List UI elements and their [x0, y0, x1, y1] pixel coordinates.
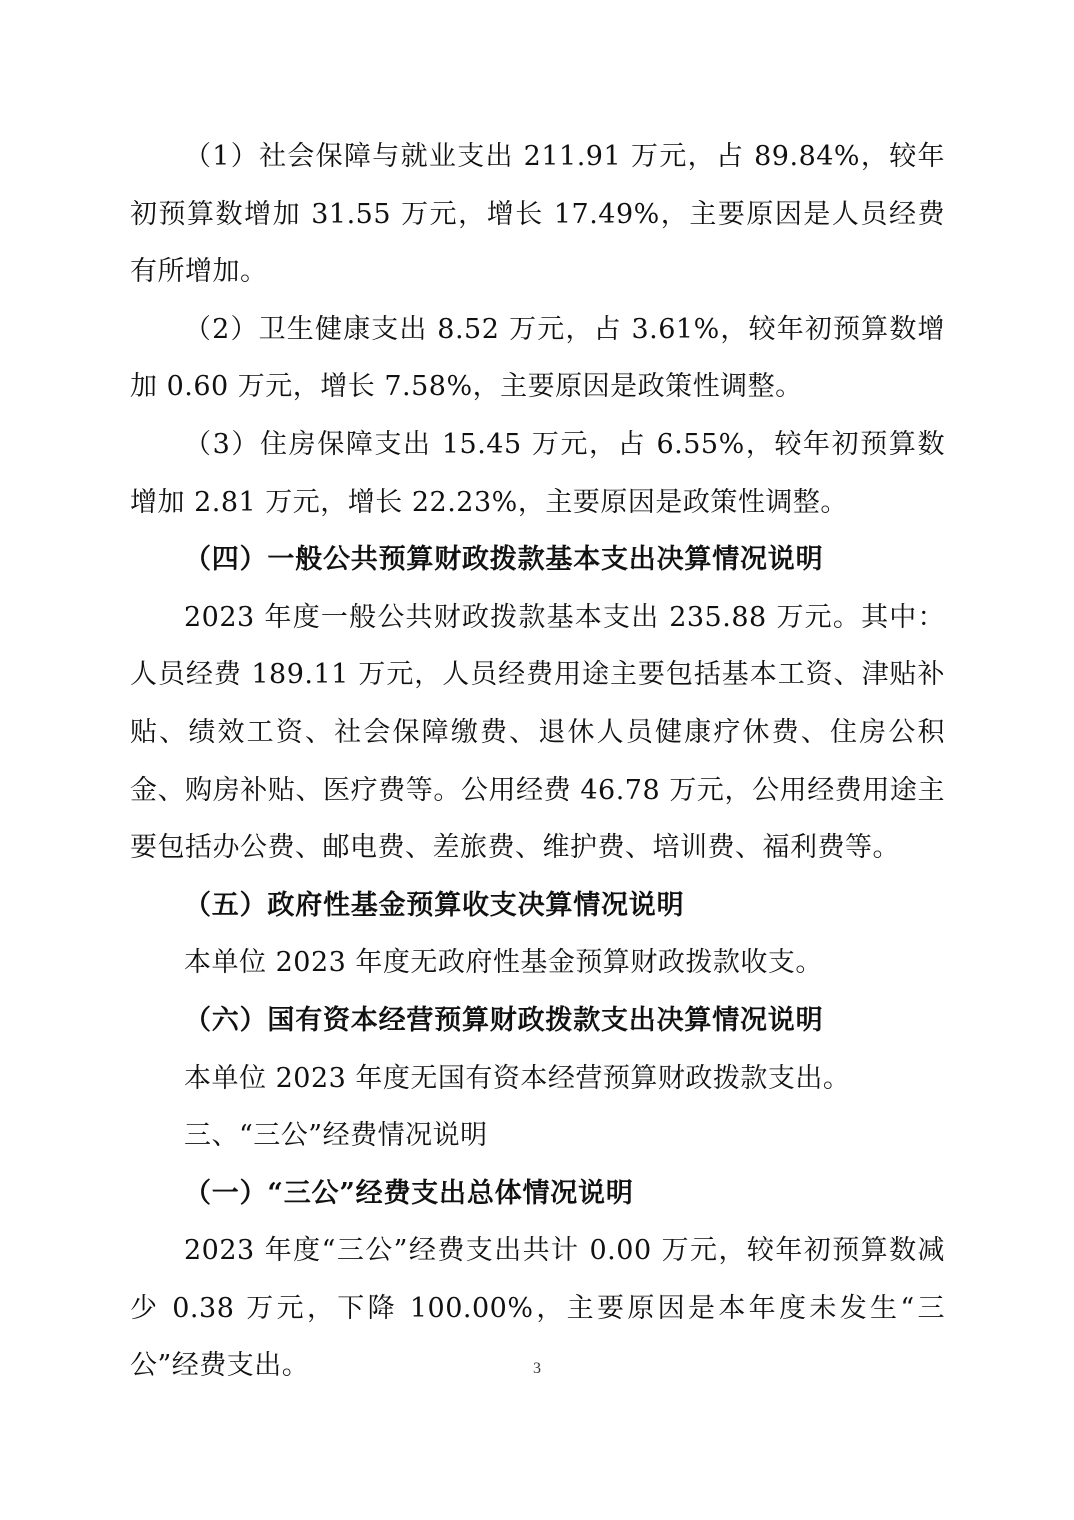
heading-three-public-overview: （一）“三公”经费支出总体情况说明: [184, 1177, 634, 1209]
paragraph-three-public-overview: 2023 年度“三公”经费支出共计 0.00 万元，较年初预算数减少 0.38 万元，下降 100.00%，主要原因是本年度未发生“三公”经费支出。: [130, 1235, 945, 1382]
heading-section-4: （四）一般公共预算财政拨款基本支出决算情况说明: [184, 544, 824, 576]
paragraph-section-5: 本单位 2023 年度无政府性基金预算财政拨款收支。: [184, 947, 823, 979]
page-number: 3: [533, 1360, 541, 1377]
paragraph-social-security: （1）社会保障与就业支出 211.91 万元，占 89.84%，较年初预算数增加 31.55 万元，增长 17.49%，主要原因是人员经费有所增加。: [130, 141, 945, 288]
paragraph-section-4: 2023 年度一般公共财政拨款基本支出 235.88 万元。其中：人员经费 189.11 万元，人员经费用途主要包括基本工资、津贴补贴、绩效工资、社会保障缴费、退休人员健康疗休费、住房公积金、购房补贴、医疗费等。公用经费 46.78 万元，公用经费用途主要包括办公费、邮电费、差旅费、维护费、培训费、福利费等。: [130, 601, 945, 864]
document-body: [130, 128, 945, 1395]
heading-section-three: 三、“三公”经费情况说明: [184, 1120, 488, 1152]
paragraph-section-6: 本单位 2023 年度无国有资本经营预算财政拨款支出。: [184, 1062, 851, 1094]
paragraph-health: （2）卫生健康支出 8.52 万元，占 3.61%，较年初预算数增加 0.60 万元，增长 7.58%，主要原因是政策性调整。: [130, 313, 945, 403]
heading-section-5: （五）政府性基金预算收支决算情况说明: [184, 889, 685, 921]
paragraph-housing: （3）住房保障支出 15.45 万元，占 6.55%，较年初预算数增加 2.81 万元，增长 22.23%，主要原因是政策性调整。: [130, 428, 945, 518]
heading-section-6: （六）国有资本经营预算财政拨款支出决算情况说明: [184, 1004, 824, 1036]
